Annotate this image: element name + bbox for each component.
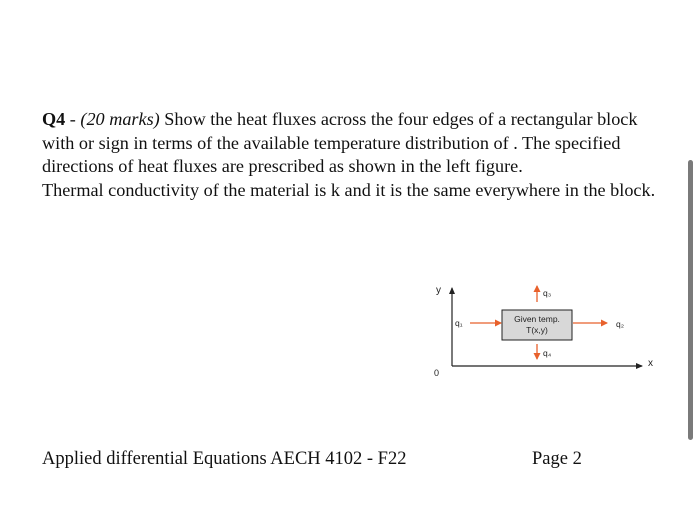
question-body-2: Thermal conductivity of the material is k and it is the same everywhere in the block. [42, 179, 656, 200]
footer-page-number: Page 2 [532, 449, 582, 469]
question-text [42, 108, 662, 202]
footer-course: Applied differential Equations AECH 4102 - F22 [42, 449, 407, 469]
q3-label: q₃ [543, 288, 552, 298]
block-label-line2: T(x,y) [526, 325, 548, 335]
q2-label: q₂ [616, 319, 625, 329]
heat-flux-diagram [420, 276, 670, 386]
question-number: Q4 [42, 109, 66, 129]
x-axis-label: x [648, 358, 653, 369]
q4-label: q₄ [543, 348, 552, 358]
block-label-line1: Given temp. [514, 314, 560, 324]
vertical-scrollbar[interactable] [688, 160, 693, 440]
y-axis-label: y [436, 285, 441, 296]
question-marks: (20 marks) [80, 109, 160, 129]
origin-label: 0 [434, 368, 440, 378]
question-body: Show the heat fluxes across the four edges of a rectangular block with or sign in terms of the available temperature distribution of . The specified directions of heat fluxes are prescribed as shown in the left figure. [42, 109, 638, 176]
q1-label: q₁ [455, 318, 463, 328]
heat-flux-figure [420, 276, 670, 386]
question-separator: - [65, 109, 81, 129]
